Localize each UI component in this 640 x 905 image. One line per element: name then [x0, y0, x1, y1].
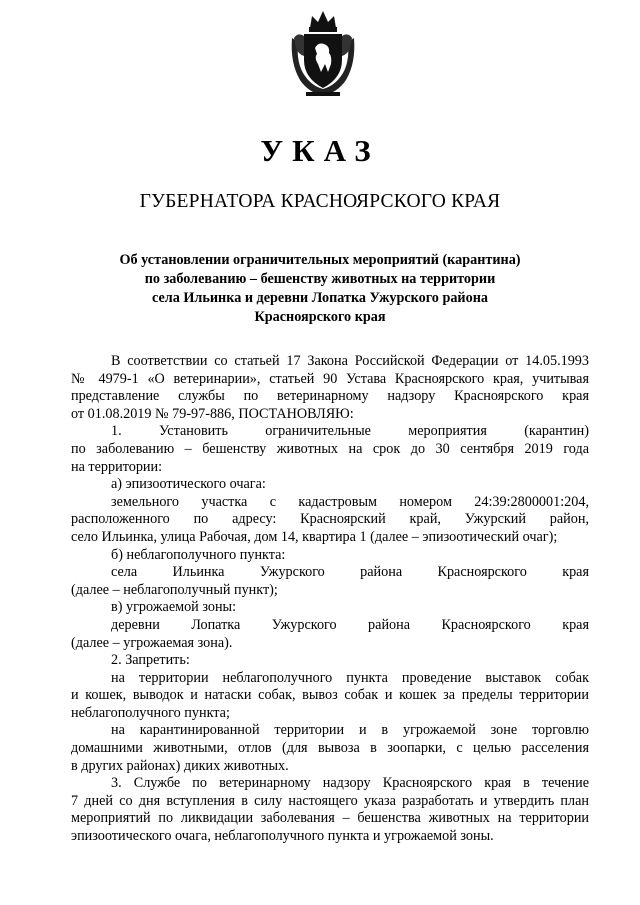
heading-line: по заболеванию – бешенству животных на территории	[144, 271, 496, 287]
decree-heading	[60, 251, 580, 327]
body-line: 3. Службе по ветеринарному надзору Красноярского края в течение	[111, 775, 589, 792]
body-line: (далее – угрожаемая зона).	[71, 634, 233, 651]
issuer-subtitle: ГУБЕРНАТОРА КРАСНОЯРСКОГО КРАЯ	[139, 191, 501, 212]
heading-line: Об установлении ограничительных мероприятий (карантина)	[119, 252, 521, 268]
body-line: В соответствии со статьей 17 Закона Российской Федерации от 14.05.1993	[111, 353, 589, 369]
body-line: № 4979-1 «О ветеринарии», статьей 90 Устава Красноярского края, учитывая	[71, 370, 589, 387]
body-line: (далее – неблагополучный пункт);	[71, 581, 278, 598]
heading-line: села Ильинка и деревни Лопатка Ужурского района	[152, 290, 488, 306]
body-line: на территории:	[71, 458, 163, 475]
body-line: в) угрожаемой зоны:	[111, 599, 237, 616]
body-line: представление службы по ветеринарному надзору Красноярского края	[71, 388, 589, 405]
body-line: села Ильинка Ужурского района Красноярского края	[111, 564, 589, 581]
body-line: в других районах) диких животных.	[71, 757, 289, 774]
body-line: мероприятий по ликвидации заболевания – бешенства животных на территории	[71, 810, 589, 827]
body-line: 2. Запретить:	[111, 652, 190, 669]
body-line: по заболеванию – бешенству животных на срок до 30 сентября 2019 года	[71, 440, 589, 457]
coat-of-arms-emblem	[288, 8, 358, 100]
body-line: неблагополучного пункта;	[71, 704, 230, 721]
body-line: деревни Лопатка Ужурского района Красноярского края	[111, 616, 589, 633]
body-line: на карантинированной территории и в угрожаемой зоне торговлю	[111, 722, 589, 739]
body-line: село Ильинка, улица Рабочая, дом 14, квартира 1 (далее – эпизоотический очаг);	[71, 528, 558, 545]
body-line: земельного участка с кадастровым номером 24:39:2800001:204,	[111, 493, 589, 510]
body-line: и кошек, выводок и натаски собак, вывоз собак и кошек за пределы территории	[71, 687, 589, 704]
body-line: б) неблагополучного пункта:	[111, 546, 286, 563]
body-line: 1. Установить ограничительные мероприятия (карантин)	[111, 423, 589, 440]
body-line: эпизоотического очага, неблагополучного пункта и угрожаемой зоны.	[71, 828, 494, 845]
body-line: 7 дней со дня вступления в силу настоящего указа разработать и утвердить план	[71, 792, 589, 809]
heading-line: Красноярского края	[254, 309, 386, 325]
decree-body	[71, 353, 589, 846]
body-line: от 01.08.2019 № 79-97-886, ПОСТАНОВЛЯЮ:	[71, 405, 354, 422]
body-line: расположенного по адресу: Красноярский край, Ужурский район,	[71, 511, 589, 528]
decree-title: УКАЗ	[260, 133, 380, 168]
body-line: а) эпизоотического очага:	[111, 476, 266, 493]
body-line: домашними животными, отлов (для вывоза в зоопарки, с целью расселения	[71, 740, 589, 757]
body-line: на территории неблагополучного пункта проведение выставок собак	[111, 669, 589, 686]
